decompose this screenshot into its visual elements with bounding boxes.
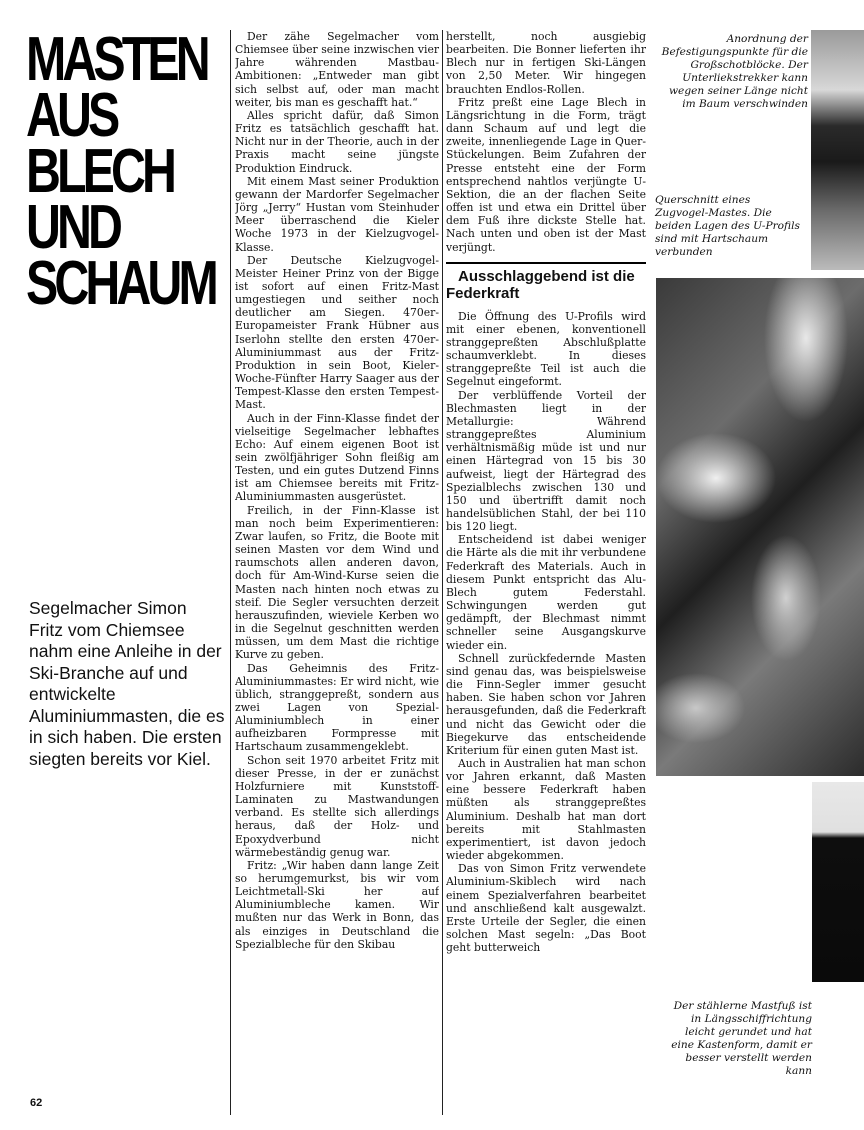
paragraph: Alles spricht dafür, daß Simon Fritz es tatsächlich geschafft hat. Nicht nur in der Theorie, auch in der Praxis macht seine jüngste Produktion Eindruck. <box>235 108 439 175</box>
photo-block-fittings <box>811 30 864 270</box>
headline-line-5: SCHAUM <box>26 249 215 318</box>
paragraph: Das von Simon Fritz verwendete Aluminium-Skiblech wird nach einem Spezialverfahren bearbeitet und anschließend kalt ausgewalzt. Erste Urteile der Segler, die einen solchen Mast segeln: „Das Boot geht butterweich <box>446 862 646 955</box>
paragraph: herstellt, noch ausgiebig bearbeiten. Die Bonner lieferten ihr Blech nur in fertigen Ski-Längen von 2,50 Meter. Wir hingegen brauchten Endlos-Rollen. <box>446 30 646 96</box>
paragraph: Schon seit 1970 arbeitet Fritz mit dieser Presse, in der er zunächst Holzfurniere mit Kunststoff-Laminaten zu Mastwandungen verband. Es stellte sich allerdings heraus, daß der Holz- und Epoxydverbund nicht wärmebeständig genug war. <box>235 753 439 859</box>
article-column-1 <box>235 30 439 1115</box>
lede: Segelmacher Simon Fritz vom Chiemsee nahm eine Anleihe in der Ski-Branche auf und entwickelte Aluminiummasten, die es in sich haben. Die ersten siegten bereits vor Kiel. <box>29 598 225 769</box>
paragraph: Die Öffnung des U-Profils wird mit einer ebenen, konventionell stranggepreßten Abschlußplatte schaumverklebt. In dieses stranggepreßte Teil ist auch die Segelnut eingeformt. <box>446 309 646 389</box>
paragraph: Schnell zurückfedernde Masten sind genau das, was beispielsweise die Finn-Segler immer gesucht haben. Sie haben schon vor Jahren herausgefunden, daß die Federkraft und nicht das Gewicht oder die Biegekurve das entscheidende Kriterium für einen guten Mast ist. <box>446 651 646 757</box>
paragraph: Freilich, in der Finn-Klasse ist man noch beim Experimentieren: Zwar laufen, so Fritz, die Boote mit seinen Masten vor dem Wind und raumschots allen anderen davon, doch für Am-Wind-Kurse seien die Masten nach hinten noch etwas zu steif. Die Segler versuchten derzeit herauszufinden, wieviele Kerben wo in die Segelnut geschnitten werden müssen, um dem Mast die richtige Kurve zu geben. <box>235 503 439 662</box>
paragraph: Fritz preßt eine Lage Blech in Längsrichtung in die Form, trägt dann Schaum auf und legt die zweite, innenliegende Lage in Quer-Stückelungen. Beim Zufahren der Presse entsteht eine der Form entsprechend nahtlos verjüngte U-Sektion, die an der flachen Seite offen ist und etwa ein Drittel über dem Fuß ihre dickste Stelle hat. Nach unten und oben ist der Mast verjüngt. <box>446 95 646 254</box>
headline <box>26 25 215 318</box>
paragraph: Auch in Australien hat man schon vor Jahren erkannt, daß Masten eine bessere Federkraft haben müßten als stranggepreßtes Aluminium. Deshalb hat man dort bereits mit Stahlmasten experimentiert, ist davon jedoch wieder abgekommen. <box>446 756 646 863</box>
headline-line-3: BLECH <box>26 137 174 206</box>
column-rule <box>230 30 231 1115</box>
photo-caption: Querschnitt eines Zugvogel-Mastes. Die beiden Lagen des U-Profils sind mit Hartschaum verbunden <box>655 194 800 258</box>
photo-caption: Anordnung der Befestigungspunkte für die Großschotblöcke. Der Unterliekstrekker kann wegen seiner Länge nicht im Baum verschwinden <box>661 33 808 110</box>
paragraph: Mit einem Mast seiner Produktion gewann der Mardorfer Segelmacher Jörg „Jerry“ Hustan vom Steinhuder Meer überraschend die Kieler Woche 1973 in der Kielzugvogel-Klasse. <box>235 174 439 254</box>
paragraph: Entscheidend ist dabei weniger die Härte als die mit ihr verbundene Federkraft des Materials. Auch in diesem Punkt entspricht das Alu-Blech gutem Federstahl. Schwingungen werden gut gedämpft, der Blechmast nimmt schneller seine Ausgangskurve wieder ein. <box>446 533 646 652</box>
headline-line-1: MASTEN <box>26 25 207 94</box>
headline-line-2: AUS <box>26 81 117 150</box>
paragraph: Das Geheimnis des Fritz-Aluminiummastes: Er wird nicht, wie üblich, stranggepreßt, sondern aus zwei Lagen von Spezial-Aluminiumblech in einer aufheizbaren Formpresse mit Hartschaum zusammengeklebt. <box>235 661 439 754</box>
headline-line-4: UND <box>26 193 120 262</box>
photo-caption: Der stählerne Mastfuß ist in Längsschiffrichtung leicht gerundet und hat eine Kastenform, damit er besser verstellt werden kann <box>671 1000 812 1077</box>
article-column-2 <box>446 30 646 1115</box>
paragraph: Fritz: „Wir haben dann lange Zeit so herumgemurkst, bis wir vom Leichtmetall-Ski her auf Aluminiumbleche kamen. Wir mußten nur das Werk in Bonn, das als einziges in Deutschland die Spezialbleche für den Skibau <box>235 858 439 951</box>
photo-mast-foot <box>812 782 864 982</box>
paragraph: Der Deutsche Kielzugvogel-Meister Heiner Prinz von der Bigge ist sofort auf einen Fritz-Mast umgestiegen und seither noch deutlicher am Siegen. 470er-Europameister Frank Hübner aus Iserlohn stellte den ersten 470er-Aluminiummast aus der Fritz-Produktion in sein Boot, Kieler-Woche-Fünfter Harry Saager aus der Tempest-Klasse den ersten Tempest-Mast. <box>235 253 439 412</box>
paragraph: Der zähe Segelmacher vom Chiemsee über seine inzwischen vier Jahre währenden Mastbau-Ambitionen: „Entweder man gibt sich selbst auf, oder man macht weiter, bis man es geschafft hat.“ <box>235 30 439 109</box>
subheading: Ausschlaggebend ist die Federkraft <box>446 262 646 302</box>
paragraph: Auch in der Finn-Klasse findet der vielseitige Segelmacher lebhaftes Echo: Auf einem eigenen Boot ist sein zwölfjähriger Sohn fleißig am Testen, und ein gutes Dutzend Finns ist am Chiemsee bereits mit Fritz-Aluminiummasten ausgerüstet. <box>235 411 439 504</box>
page-number: 62 <box>30 1097 43 1109</box>
photo-mast-cross-section <box>656 278 864 776</box>
column-rule <box>442 30 443 1115</box>
paragraph: Der verblüffende Vorteil der Blechmasten liegt in der Metallurgie: Während stranggepreßtes Aluminium verhältnismäßig müde ist und nur einen Härtegrad von 15 bis 30 aufweist, liegt der Härtegrad des Spezialblechs zwischen 130 und 150 und übertrifft damit noch handelsüblichen Stahl, der bei 110 bis 120 liegt. <box>446 388 646 534</box>
